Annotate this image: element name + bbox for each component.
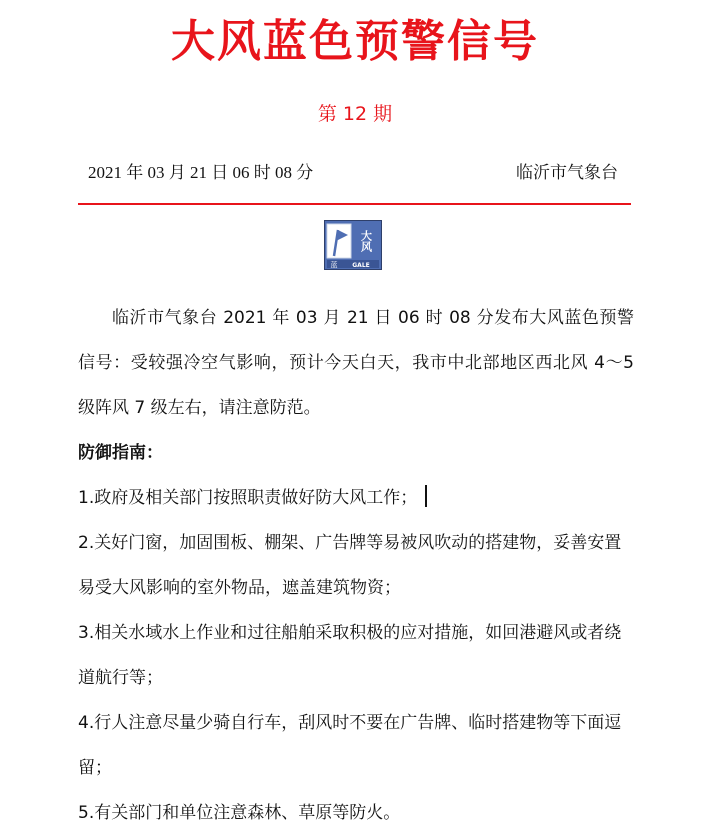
guide-item-4: 4.行人注意尽量少骑自行车，刮风时不要在广告牌、临时搭建物等下面逗留； (78, 713, 622, 778)
lead-paragraph: 临沂市气象台 2021 年 03 月 21 日 06 时 08 分发布大风蓝色预警信号：受较强冷空气影响，预计今天白天，我市中北部地区西北风 4～5 级阵风 7 级左右，请注意防范。 (78, 308, 634, 418)
text-cursor (425, 485, 427, 507)
guide-item-1 (78, 476, 634, 521)
page-title: 大风蓝色预警信号 (171, 16, 539, 67)
badge-label-main: 大风 (359, 230, 373, 252)
guide-item-1-text: 1.政府及相关部门按照职责做好防大风工作； (78, 488, 418, 508)
guide-heading: 防御指南： (78, 443, 163, 463)
issue-number: 第 12 期 (317, 103, 393, 125)
gale-blue-warning-icon (324, 220, 382, 270)
red-divider (78, 203, 631, 205)
issuer-name: 临沂市气象台 (516, 163, 618, 183)
issue-datetime: 2021 年 03 月 21 日 06 时 08 分 (88, 163, 314, 182)
badge-label-level: 蓝 (330, 261, 338, 269)
guide-item-3: 3.相关水域水上作业和过往船舶采取积极的应对措施，如回港避风或者绕道航行等； (78, 623, 622, 688)
guide-item-5: 5.有关部门和单位注意森林、草原等防火。 (78, 803, 401, 823)
guide-item-2: 2.关好门窗，加固围板、棚架、广告牌等易被风吹动的搭建物，妥善安置易受大风影响的室外物品，遮盖建筑物资； (78, 533, 622, 598)
warning-body (78, 296, 634, 836)
badge-label-en: GALE (352, 262, 370, 269)
